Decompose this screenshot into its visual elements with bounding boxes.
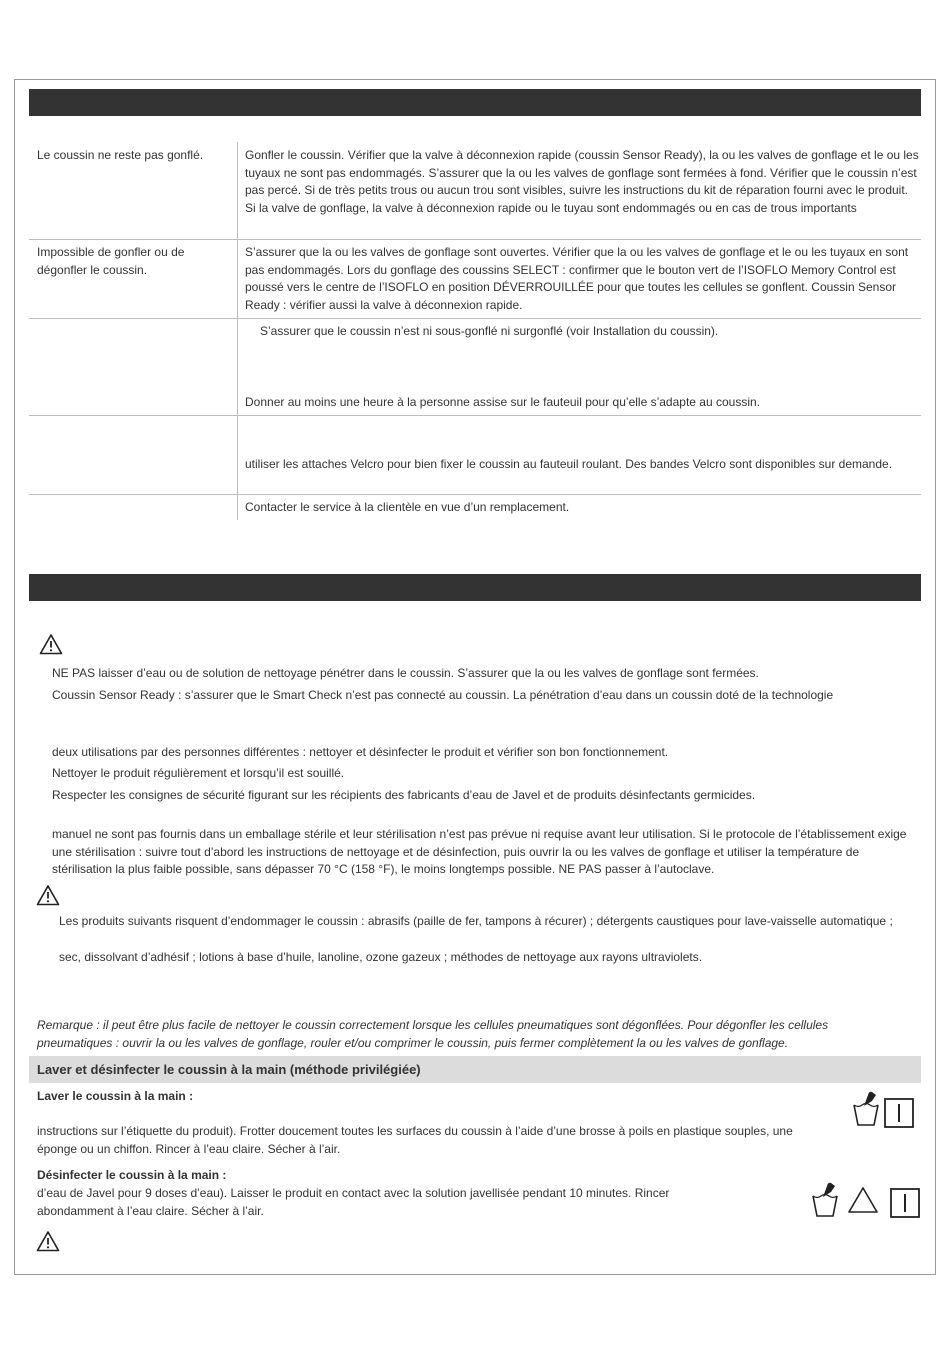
- air-dry-icon: [890, 1188, 920, 1218]
- table-solution-cell: Contacter le service à la clientèle en vue d’un remplacement.: [245, 500, 570, 514]
- table-problem-cell: Le coussin ne reste pas gonflé.: [37, 148, 204, 162]
- instruction-text: Nettoyer le produit régulièrement et lorsqu’il est souillé.: [52, 766, 345, 780]
- instruction-text: deux utilisations par des personnes différentes : nettoyer et désinfecter le produit et vérifier son bon fonctionnement.: [52, 745, 669, 759]
- table-solution-cell: utiliser les attaches Velcro pour bien fixer le coussin au fauteuil roulant. Des bandes Velcro sont disponibles sur demande.: [245, 457, 893, 471]
- table-row-divider: [29, 415, 921, 416]
- table-row-divider: [29, 318, 921, 319]
- table-problem-cell: Impossible de gonfler ou de dégonfler le coussin.: [37, 245, 185, 277]
- table-solution-cell: Donner au moins une heure à la personne assise sur le fauteuil pour qu’elle s’adapte au coussin.: [245, 395, 760, 409]
- remark-text: Remarque : il peut être plus facile de nettoyer le coussin correctement lorsque les cellules pneumatiques sont dégonflées. Pour dégonfler les cellules pneumatiques : ouvrir la ou les valves de gonflage, rouler et/ou comprimer le coussin, puis fermer complètement la ou les valves de gonflage.: [37, 1018, 829, 1050]
- disinfect-title: Désinfecter le coussin à la main :: [37, 1168, 227, 1182]
- bleach-allowed-icon: [847, 1186, 879, 1214]
- table-solution-cell: S’assurer que le coussin n’est ni sous-gonflé ni surgonflé (voir Installation du coussin).: [260, 324, 719, 338]
- wash-title: Laver le coussin à la main :: [37, 1089, 194, 1103]
- warning-triangle-icon: [36, 884, 60, 906]
- air-dry-icon: [884, 1098, 914, 1128]
- wash-text: instructions sur l’étiquette du produit). Frotter doucement toutes les surfaces du coussin à l’aide d’une brosse à poils en plastique souples, une éponge ou un chiffon. Rincer à l’eau claire. Sécher à l’air.: [37, 1124, 793, 1156]
- hand-wash-icon: [811, 1180, 839, 1220]
- warning-triangle-icon: [36, 1230, 60, 1252]
- caution-text: sec, dissolvant d’adhésif ; lotions à base d’huile, lanoline, ozone gazeux ; méthodes de nettoyage aux rayons ultraviolets.: [59, 950, 703, 964]
- instruction-text: Respecter les consignes de sécurité figurant sur les récipients des fabricants d’eau de Javel et de produits désinfectants germicides.: [52, 788, 756, 802]
- table-column-divider: [237, 142, 238, 520]
- hand-wash-subheading: Laver et désinfecter le coussin à la main (méthode privilégiée): [29, 1056, 921, 1083]
- warning-text: Coussin Sensor Ready : s’assurer que le Smart Check n’est pas connecté au coussin. La pénétration d’eau dans un coussin doté de la technologie: [52, 688, 834, 702]
- disinfect-text: d’eau de Javel pour 9 doses d’eau). Laisser le produit en contact avec la solution javellisée pendant 10 minutes. Rincer abondamment à l’eau claire. Sécher à l’air.: [37, 1186, 670, 1218]
- warning-triangle-icon: [39, 633, 63, 655]
- table-row-divider: [29, 239, 921, 240]
- warning-text: NE PAS laisser d’eau ou de solution de nettoyage pénétrer dans le coussin. S’assurer que la ou les valves de gonflage sont fermées.: [52, 666, 759, 680]
- table-solution-cell: S’assurer que la ou les valves de gonflage sont ouvertes. Vérifier que la ou les valves de gonflage et le ou les tuyaux en sont pas endommagés. Lors du gonflage des coussins SELECT : confirmer que le bouton vert de l’ISOFLO Memory Control est poussé vers le centre de l’ISOFLO en position DÉVERROUILLÉE pour que toutes les cellules se gonflent. Coussin Sensor Ready : vérifier aussi la valve à déconnexion rapide.: [245, 245, 909, 312]
- sterilization-text: manuel ne sont pas fournis dans un emballage stérile et leur stérilisation n’est pas prévue ni requise avant leur utilisation. Si le protocole de l’établissement exige une stérilisation : suivre tout d’abord les instructions de nettoyage et de désinfection, puis ouvrir la ou les valves de gonflage et utiliser la température de stérilisation la plus faible possible, sans dépasser 70 °C (158 °F), le moins longtemps possible. NE PAS passer à l’autoclave.: [52, 827, 907, 876]
- table-row-divider: [29, 494, 921, 495]
- cleaning-header-bar: [29, 574, 921, 601]
- caution-text: Les produits suivants risquent d’endommager le coussin : abrasifs (paille de fer, tampons à récurer) ; détergents caustiques pour lave-vaisselle automatique ;: [59, 914, 893, 928]
- hand-wash-icon: [852, 1089, 880, 1129]
- troubleshooting-header-bar: [29, 89, 921, 116]
- table-solution-cell: Gonfler le coussin. Vérifier que la valve à déconnexion rapide (coussin Sensor Ready), la ou les valves de gonflage et le ou les tuyaux ne sont pas endommagés. S’assurer que la ou les valves de gonflage sont fermées à fond. Vérifier que le coussin n’est pas percé. Si de très petits trous ou aucun trou sont visibles, suivre les instructions du kit de réparation fourni avec le produit. Si la valve de gonflage, la valve à déconnexion rapide ou le tuyau sont endommagés ou en cas de trous importants: [245, 148, 919, 215]
